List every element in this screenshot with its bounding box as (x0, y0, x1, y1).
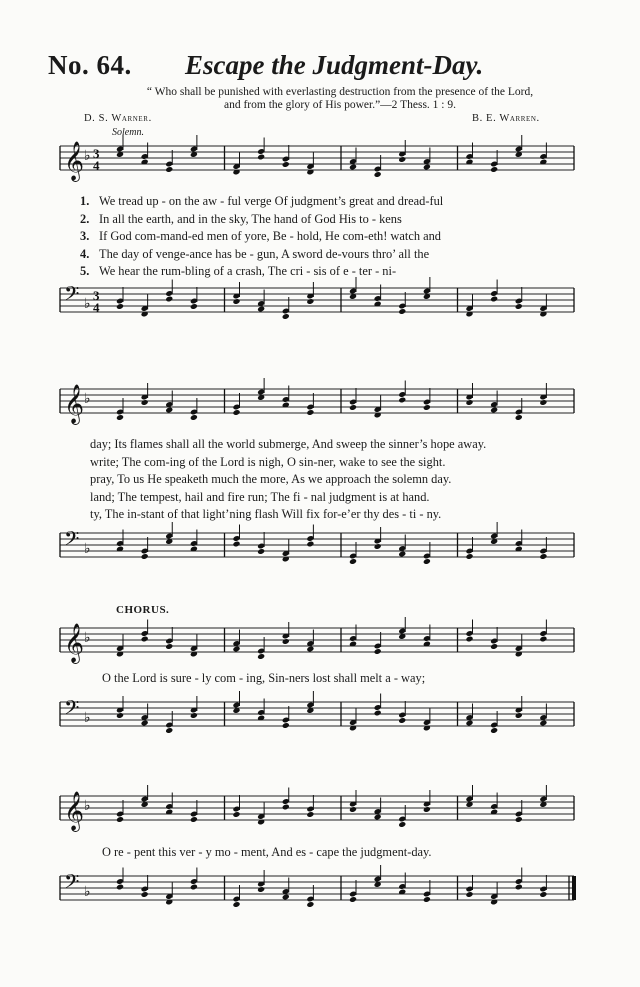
note-head (465, 399, 473, 406)
note-head (465, 553, 473, 560)
note-head (349, 896, 357, 903)
note-head (539, 636, 547, 643)
hymn-number: No. 64. (48, 50, 132, 80)
epigraph-line-2: and from the glory of His power.”—2 Thess. 1 : 9. (224, 99, 456, 111)
note-head (232, 298, 240, 305)
note-head (398, 821, 406, 828)
time-signature-bottom: 4 (93, 300, 100, 315)
note-head (349, 558, 357, 565)
note-head (398, 717, 406, 724)
note-head (257, 548, 265, 555)
note-head (165, 727, 173, 734)
flat-icon: ♭ (84, 541, 91, 557)
note-head (423, 404, 431, 411)
treble-staff (0, 140, 640, 190)
note-head (232, 811, 240, 818)
note-head (374, 814, 382, 821)
note-head (306, 811, 314, 818)
note-head (282, 313, 290, 320)
treble-clef-icon: 𝄞 (64, 791, 85, 831)
note-head (116, 303, 124, 310)
note-head (539, 553, 547, 560)
note-head (116, 884, 124, 891)
verse-line-1: 1. We tread up - on the aw - ful verge Of judgment’s great and dread-ful (80, 194, 444, 208)
flat-icon: ♭ (84, 296, 91, 312)
note-head (398, 397, 406, 404)
note-head (398, 156, 406, 163)
note-head (190, 884, 198, 891)
note-head (398, 308, 406, 315)
note-head (398, 551, 406, 558)
flat-icon: ♭ (84, 148, 91, 164)
chorus-lyric-line-2: O re - pent this ver - y mo - ment, And es - cape the judgment-day. (102, 845, 432, 859)
bass-staff (0, 527, 640, 577)
flat-icon: ♭ (84, 710, 91, 726)
note-head (141, 891, 149, 898)
note-head (515, 884, 523, 891)
hymn-title: Escape the Judgment-Day. (185, 50, 484, 80)
note-head (490, 727, 498, 734)
note-head (257, 653, 265, 660)
verse-line-3: 3. If God com-mand-ed men of yore, Be - hold, He com-eth! watch and (80, 229, 442, 243)
chorus-lyric-line-1: O the Lord is sure - ly com - ing, Sin-ners lost shall melt a - way; (102, 671, 426, 685)
note-head (165, 407, 173, 414)
note-head (349, 404, 357, 411)
note-head (349, 164, 357, 171)
bass-clef-icon: 𝄢 (64, 696, 80, 724)
verse-line-4: land; The tempest, hail and fire run; The fi - nal judgment is at hand. (90, 489, 430, 504)
tempo-marking: Solemn. (112, 127, 144, 138)
bass-staff (0, 696, 640, 746)
note-head (515, 712, 523, 719)
note-head (116, 712, 124, 719)
note-head (374, 648, 382, 655)
note-head (282, 804, 290, 811)
note-head (306, 298, 314, 305)
note-head (165, 166, 173, 173)
verse-line-3: pray, To us He speaketh much the more, As we approach the solemn day. (90, 472, 452, 486)
flat-icon: ♭ (84, 798, 91, 814)
note-head (374, 171, 382, 178)
note-head (349, 806, 357, 813)
verse-line-4: 4. The day of venge-ance has be - gun, A sword de-vours thro’ all the (80, 246, 430, 261)
flat-icon: ♭ (84, 391, 91, 407)
note-head (490, 643, 498, 650)
note-head (539, 891, 547, 898)
note-head (515, 414, 523, 421)
note-head (515, 816, 523, 823)
note-head (423, 806, 431, 813)
note-head (423, 558, 431, 565)
note-head (306, 409, 314, 416)
note-head (423, 896, 431, 903)
bass-clef-icon: 𝄢 (64, 527, 80, 555)
chorus-label: CHORUS. (116, 604, 170, 616)
note-head (190, 414, 198, 421)
treble-clef-icon: 𝄞 (64, 623, 85, 663)
note-head (141, 636, 149, 643)
note-head (306, 901, 314, 908)
epigraph-line-1: “ Who shall be punished with everlasting destruction from the presence of the Lord, (146, 86, 534, 98)
verses-part-1 (80, 193, 580, 281)
verse-line-1: day; Its flames shall all the world submerge, And sweep the sinner’s hope away. (90, 437, 487, 451)
note-head (282, 161, 290, 168)
verse-line-2: 2. In all the earth, and in the sky, The hand of God His to - kens (80, 211, 402, 226)
note-head (232, 646, 240, 653)
verses-part-2 (90, 436, 590, 524)
verse-line-2: write; The com-ing of the Lord is nigh, O sin-ner, wake to see the sight. (90, 454, 446, 469)
note-head (116, 414, 124, 421)
treble-staff (0, 622, 640, 672)
bass-clef-icon: 𝄢 (64, 282, 80, 310)
note-head (490, 166, 498, 173)
note-head (465, 891, 473, 898)
note-head (116, 816, 124, 823)
note-head (165, 296, 173, 303)
note-head (190, 303, 198, 310)
note-head (306, 541, 314, 548)
note-head (141, 399, 149, 406)
treble-clef-icon: 𝄞 (64, 384, 85, 424)
lyricist-credit: D. S. Warner. (84, 113, 152, 124)
flat-icon: ♭ (84, 884, 91, 900)
note-head (374, 543, 382, 550)
note-head (257, 306, 265, 313)
note-head (423, 164, 431, 171)
note-head (282, 894, 290, 901)
time-signature-top: 3 (93, 146, 100, 161)
note-head (232, 901, 240, 908)
verse-line-5: ty, The in-stant of that light’ning flash Will fix for-e’er thy des - ti - ny. (90, 507, 442, 521)
note-head (282, 638, 290, 645)
note-head (374, 710, 382, 717)
note-head (141, 553, 149, 560)
note-head (490, 407, 498, 414)
note-head (257, 154, 265, 161)
bass-staff (0, 282, 640, 332)
flat-icon: ♭ (84, 630, 91, 646)
note-head (257, 886, 265, 893)
bass-clef-icon: 𝄢 (64, 870, 80, 898)
treble-clef-icon: 𝄞 (64, 141, 85, 181)
note-head (539, 720, 547, 727)
note-head (465, 720, 473, 727)
time-signature-top: 3 (93, 288, 100, 303)
note-head (190, 816, 198, 823)
note-head (465, 636, 473, 643)
note-head (306, 646, 314, 653)
time-signature-bottom: 4 (93, 158, 100, 173)
treble-staff (0, 383, 640, 433)
bass-staff (0, 870, 640, 920)
verse-line-5: 5. We hear the rum-bling of a crash, The cri - sis of e - ter - ni- (80, 264, 397, 278)
note-head (232, 409, 240, 416)
composer-credit: B. E. Warren. (472, 113, 540, 124)
note-head (490, 296, 498, 303)
note-head (141, 720, 149, 727)
note-head (539, 399, 547, 406)
treble-staff (0, 790, 640, 840)
note-head (515, 303, 523, 310)
note-head (282, 722, 290, 729)
note-head (190, 712, 198, 719)
note-head (232, 541, 240, 548)
note-head (165, 643, 173, 650)
